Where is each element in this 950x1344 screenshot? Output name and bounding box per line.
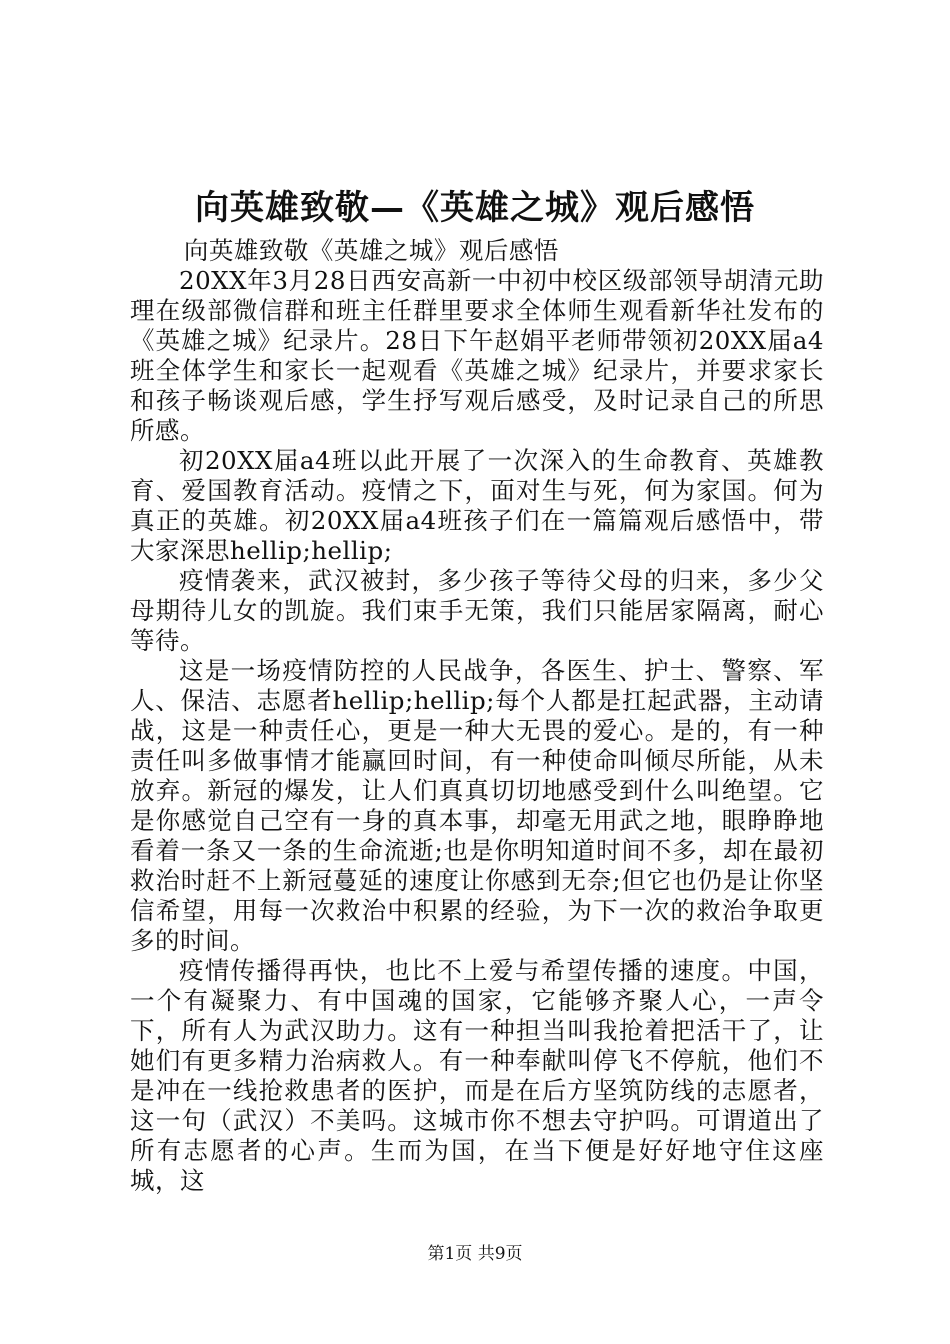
document-title: 向英雄致敬—《英雄之城》观后感悟 xyxy=(195,188,755,228)
paragraph-epidemic: 疫情袭来，武汉被封，多少孩子等待父母的归来，多少父母期待儿女的凯旋。我们束手无策，我们只能居家隔离，耐心等待。 xyxy=(130,566,824,655)
paragraph-intro: 20XX年3月28日西安高新一中初中校区级部领导胡清元助理在级部微信群和班主任群里要求全体师生观看新华社发布的《英雄之城》纪录片。28日下午赵娟平老师带领初20XX届a4班全体学生和家长一起观看《英雄之城》纪录片，并要求家长和孩子畅谈观后感，学生抒写观后感受，及时记录自己的所思所感。 xyxy=(130,266,824,445)
paragraph-activity: 初20XX届a4班以此开展了一次深入的生命教育、英雄教育、爱国教育活动。疫情之下，面对生与死，何为家国。何为真正的英雄。初20XX届a4班孩子们在一篇篇观后感悟中，带大家深思hellip;hellip; xyxy=(130,446,824,565)
subtitle-paragraph: 向英雄致敬《英雄之城》观后感悟 xyxy=(183,236,559,265)
paragraph-people-war: 这是一场疫情防控的人民战争，各医生、护士、警察、军人、保洁、志愿者hellip;hellip;每个人都是扛起武器，主动请战，这是一种责任心，更是一种大无畏的爱心。是的，有一种责任叫多做事情才能赢回时间，有一种使命叫倾尽所能，从未放弃。新冠的爆发，让人们真真切切地感受到什么叫绝望。它是你感觉自己空有一身的真本事，却毫无用武之地，眼睁睁地看着一条又一条的生命流逝;也是你明知道时间不多，却在最初救治时赶不上新冠蔓延的速度让你感到无奈;但它也仍是让你坚信希望，用每一次救治中积累的经验，为下一次的救治争取更多的时间。 xyxy=(130,656,824,955)
page-number-footer: 第1页 共9页 xyxy=(427,1244,523,1264)
paragraph-love-hope: 疫情传播得再快，也比不上爱与希望传播的速度。中国，一个有凝聚力、有中国魂的国家，它能够齐聚人心，一声令下，所有人为武汉助力。这有一种担当叫我抢着把活干了，让她们有更多精力治病救人。有一种奉献叫停飞不停航，他们不是冲在一线抢救患者的医护，而是在后方坚筑防线的志愿者，这一句（武汉）不美吗。这城市你不想去守护吗。可谓道出了所有志愿者的心声。生而为国，在当下便是好好地守住这座城，这 xyxy=(130,956,824,1195)
document-body xyxy=(130,236,824,1196)
